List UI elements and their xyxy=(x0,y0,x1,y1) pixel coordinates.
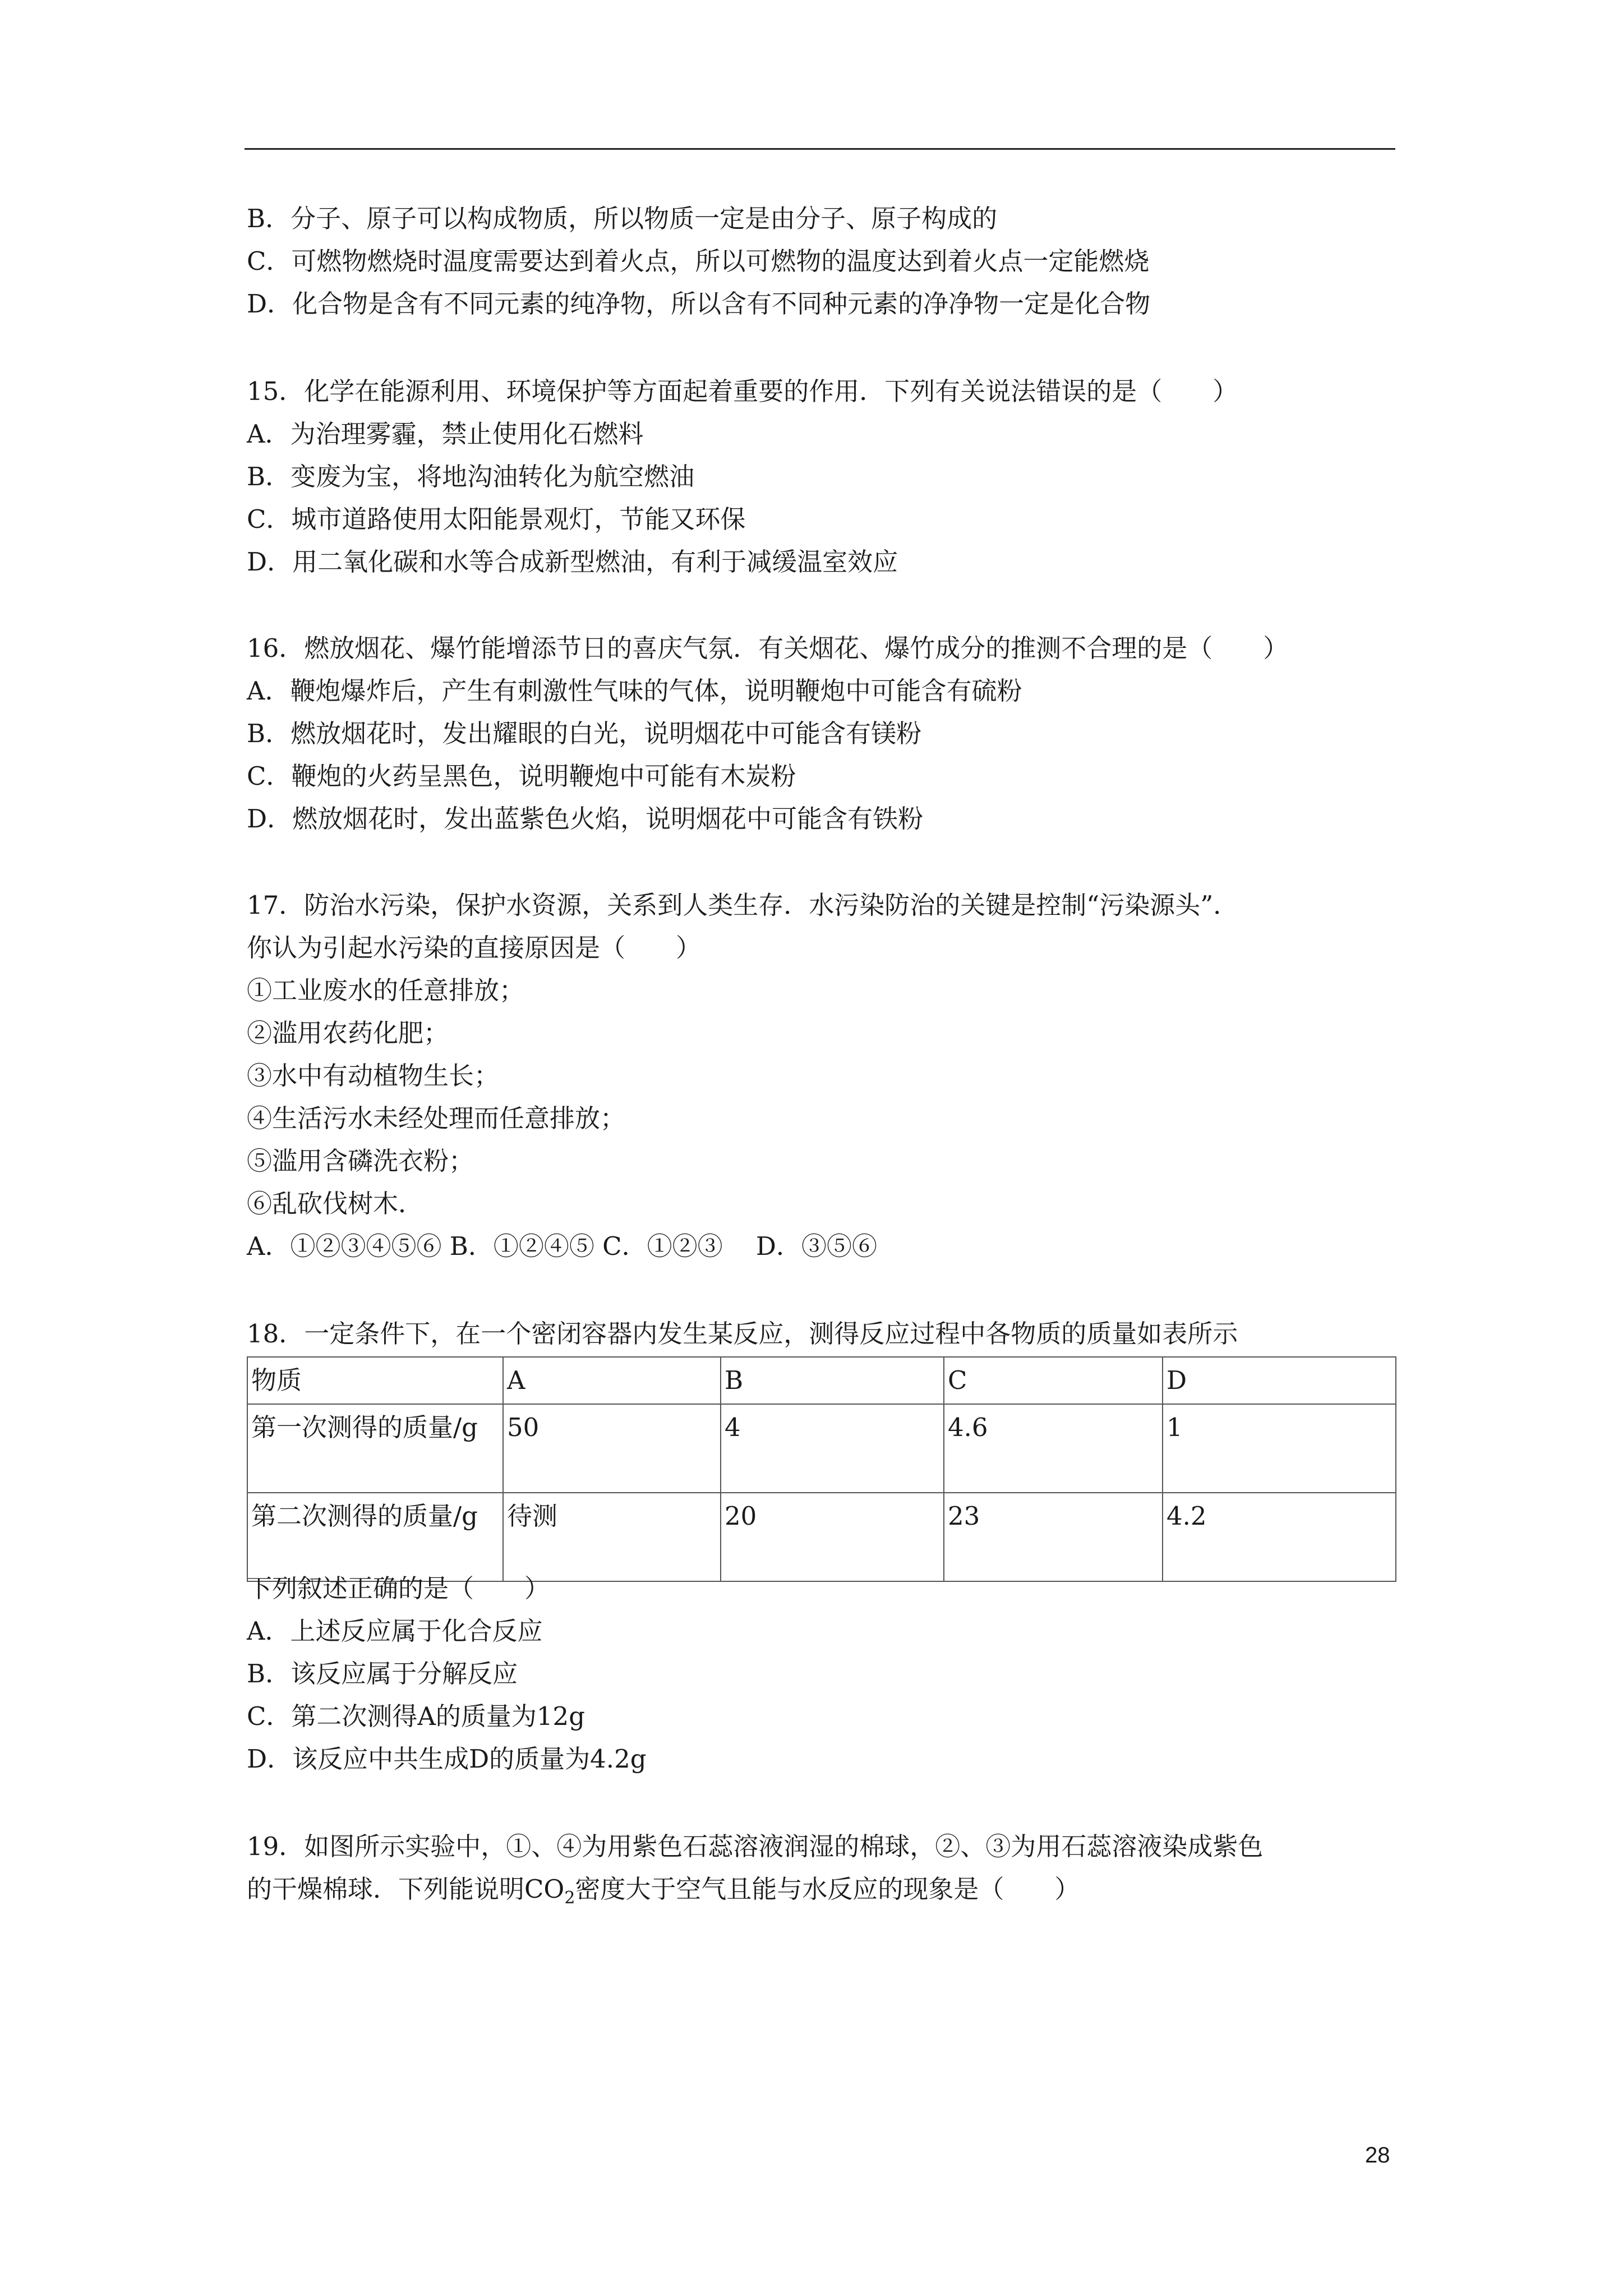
q15-option-a: A．为治理雾霾，禁止使用化石燃料 xyxy=(247,419,644,449)
table-cell: 4 xyxy=(721,1404,944,1493)
q18-option-a: A．上述反应属于化合反应 xyxy=(247,1616,543,1646)
table-cell: 物质 xyxy=(247,1357,503,1404)
q17-item-3: ③水中有动植物生长； xyxy=(247,1061,500,1091)
table-cell: C xyxy=(944,1357,1163,1404)
q16-option-b: B．燃放烟花时，发出耀眼的白光，说明烟花中可能含有镁粉 xyxy=(247,719,922,748)
table-cell: 第二次测得的质量/g xyxy=(247,1493,503,1581)
q17-item-5: ⑤滥用含磷洗衣粉； xyxy=(247,1146,474,1176)
q16-option-c: C．鞭炮的火药呈黑色，说明鞭炮中可能有木炭粉 xyxy=(247,761,796,791)
q15-option-b: B．变废为宝，将地沟油转化为航空燃油 xyxy=(247,462,695,491)
q15-option-d: D．用二氧化碳和水等合成新型燃油，有利于减缓温室效应 xyxy=(247,547,898,577)
page-number: 28 xyxy=(1365,2143,1390,2168)
q18-stem: 18．一定条件下，在一个密闭容器内发生某反应，测得反应过程中各物质的质量如表所示 xyxy=(247,1319,1238,1349)
q19-stem-post: 密度大于空气且能与水反应的现象是（ ） xyxy=(575,1874,1080,1904)
q17-item-1: ①工业废水的任意排放； xyxy=(247,976,525,1005)
table-cell: A xyxy=(503,1357,721,1404)
q16-option-a: A．鞭炮爆炸后，产生有刺激性气味的气体，说明鞭炮中可能含有硫粉 xyxy=(247,676,1022,706)
q17-item-2: ②滥用农药化肥； xyxy=(247,1018,449,1048)
table-cell: 20 xyxy=(721,1493,944,1581)
table-cell: 50 xyxy=(503,1404,721,1493)
q18-option-c: C．第二次测得A的质量为12g xyxy=(247,1701,585,1731)
table-cell: 1 xyxy=(1163,1404,1396,1493)
q19-stem-line1: 19．如图所示实验中，①、④为用紫色石蕊溶液润湿的棉球，②、③为用石蕊溶液染成紫色 xyxy=(247,1832,1264,1861)
table-row xyxy=(247,1404,1396,1493)
table-cell: 4.6 xyxy=(944,1404,1163,1493)
q15-option-c: C．城市道路使用太阳能景观灯，节能又环保 xyxy=(247,504,746,534)
q14-option-b: B．分子、原子可以构成物质，所以物质一定是由分子、原子构成的 xyxy=(247,204,998,233)
table-cell: 23 xyxy=(944,1493,1163,1581)
q17-item-4: ④生活污水未经处理而任意排放； xyxy=(247,1103,626,1133)
q15-stem: 15．化学在能源利用、环境保护等方面起着重要的作用．下列有关说法错误的是（ ） xyxy=(247,376,1238,406)
q14-option-d: D．化合物是含有不同元素的纯净物，所以含有不同种元素的净净物一定是化合物 xyxy=(247,289,1151,319)
table-cell: 4.2 xyxy=(1163,1493,1396,1581)
q14-option-c: C．可燃物燃烧时温度需要达到着火点，所以可燃物的温度达到着火点一定能燃烧 xyxy=(247,246,1150,276)
q19-stem-pre: 的干燥棉球．下列能说明CO xyxy=(247,1874,565,1904)
q18-option-b: B．该反应属于分解反应 xyxy=(247,1659,518,1688)
table-header-row xyxy=(247,1357,1396,1404)
table-cell: 第一次测得的质量/g xyxy=(247,1404,503,1493)
q19-stem-line2 xyxy=(247,1872,1080,1915)
table-cell: 待测 xyxy=(503,1493,721,1581)
table-cell: B xyxy=(721,1357,944,1404)
q17-item-6: ⑥乱砍伐树木． xyxy=(247,1189,424,1218)
q17-options: A．①②③④⑤⑥ B．①②④⑤ C．①②③ D．③⑤⑥ xyxy=(247,1231,877,1261)
q16-option-d: D．燃放烟花时，发出蓝紫色火焰，说明烟花中可能含有铁粉 xyxy=(247,804,924,834)
q17-stem-line1: 17．防治水污染，保护水资源，关系到人类生存．水污染防治的关键是控制“污染源头”． xyxy=(247,890,1239,920)
table-cell: D xyxy=(1163,1357,1396,1404)
table-row xyxy=(247,1493,1396,1581)
header-rule xyxy=(245,148,1395,150)
co2-subscript: 2 xyxy=(564,1888,575,1908)
q18-prompt: 下列叙述正确的是（ ） xyxy=(247,1573,550,1603)
q17-stem-line2: 你认为引起水污染的直接原因是（ ） xyxy=(247,933,702,963)
mass-table xyxy=(247,1356,1396,1582)
q16-stem: 16．燃放烟花、爆竹能增添节日的喜庆气氛．有关烟花、爆竹成分的推测不合理的是（ ） xyxy=(247,633,1289,663)
q18-option-d: D．该反应中共生成D的质量为4.2g xyxy=(247,1744,647,1774)
